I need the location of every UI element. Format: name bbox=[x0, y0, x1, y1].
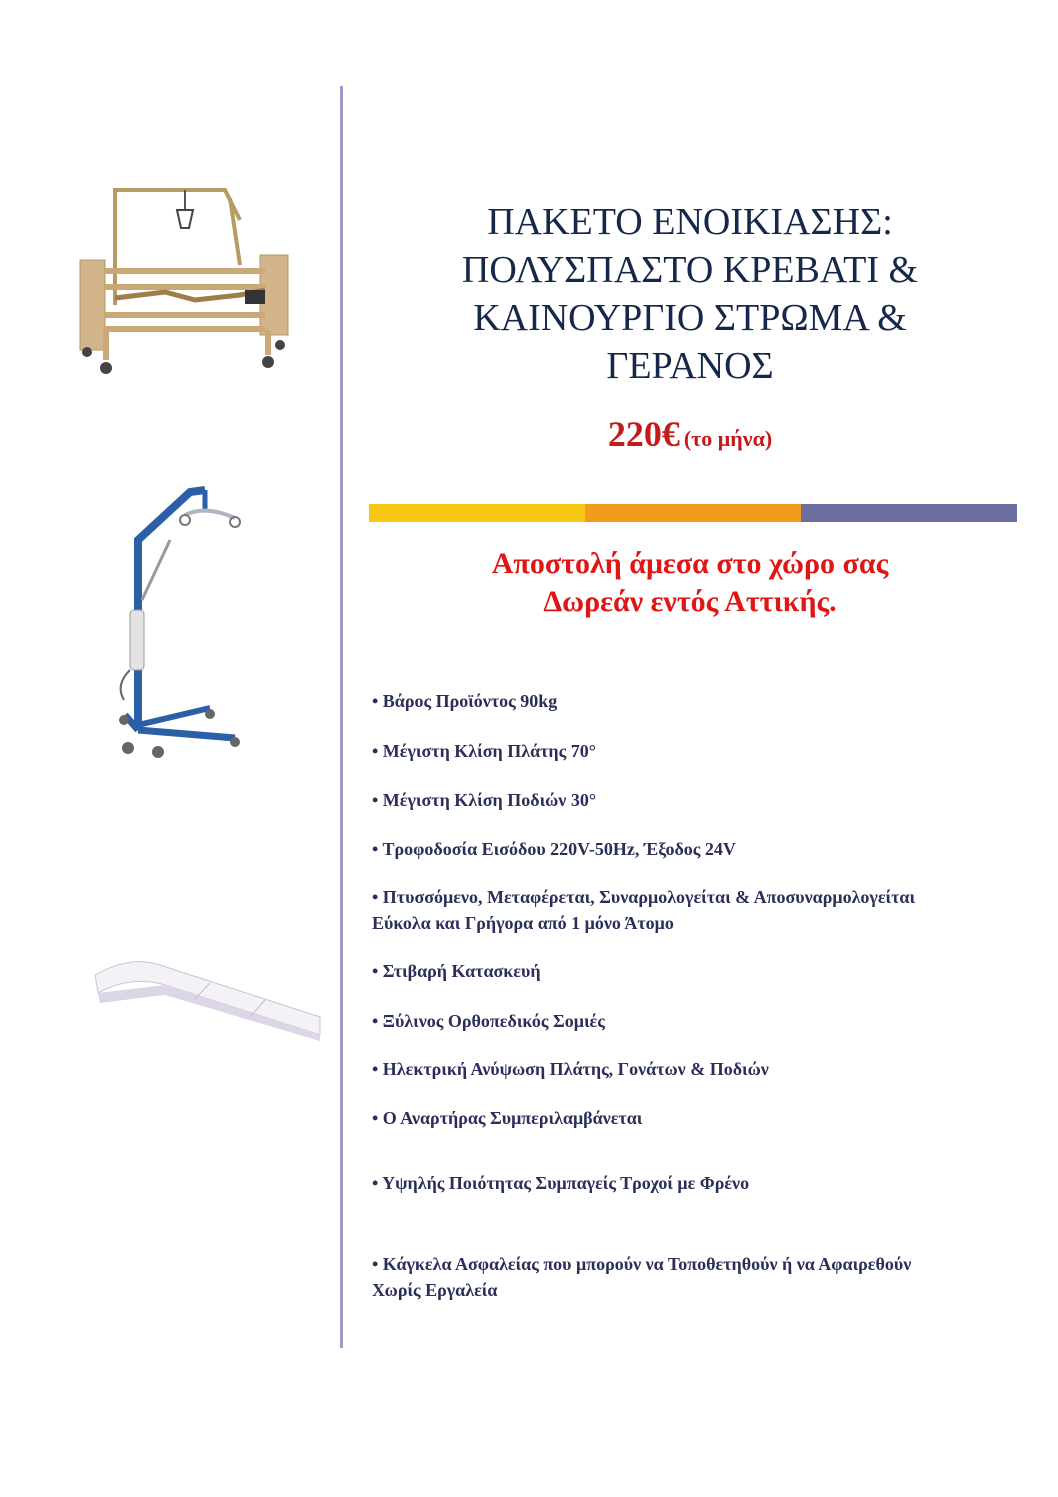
feature-item: • Κάγκελα Ασφαλείας που μπορούν να Τοποθετηθούν ή να Αφαιρεθούν Χωρίς Εργαλεία bbox=[372, 1254, 912, 1300]
feature-item: • Μέγιστη Κλίση Ποδιών 30° bbox=[372, 790, 597, 810]
vertical-divider bbox=[340, 86, 343, 1348]
color-stripe-yellow bbox=[369, 504, 585, 522]
feature-item: • Υψηλής Ποιότητας Συμπαγείς Τροχοί με Φρένο bbox=[372, 1173, 750, 1193]
feature-item: • Πτυσσόμενο, Μεταφέρεται, Συναρμολογείται & Αποσυναρμολογείται Εύκολα και Γρήγορα από 1 μόνο Άτομο bbox=[372, 887, 916, 933]
feature-item: • Ο Αναρτήρας Συμπεριλαμβάνεται bbox=[372, 1108, 643, 1128]
rental-price bbox=[385, 413, 995, 455]
feature-item: • Στιβαρή Κατασκευή bbox=[372, 961, 541, 981]
patient-lift-image bbox=[110, 480, 250, 770]
hospital-bed-image bbox=[75, 180, 305, 385]
feature-item: • Ηλεκτρική Ανύψωση Πλάτης, Γονάτων & Ποδιών bbox=[372, 1059, 769, 1079]
price-amount: 220€ bbox=[607, 414, 680, 454]
delivery-notice bbox=[385, 545, 995, 621]
feature-item: • Βάρος Προϊόντος 90kg bbox=[372, 691, 558, 711]
color-stripe bbox=[369, 504, 1017, 522]
color-stripe-purple bbox=[801, 504, 1017, 522]
delivery-line-2: Δωρεάν εντός Αττικής. bbox=[543, 585, 837, 618]
color-stripe-orange bbox=[585, 504, 801, 522]
mattress-image bbox=[90, 955, 325, 1045]
delivery-line-1: Αποστολή άμεσα στο χώρο σας bbox=[491, 547, 889, 580]
price-period: (το μήνα) bbox=[683, 426, 773, 451]
page-title: ΠΑΚΕΤΟ ΕΝΟΙΚΙΑΣΗΣ: ΠΟΛΥΣΠΑΣΤΟ ΚΡΕΒΑΤΙ & ΚΑΙΝΟΥΡΓΙΟ ΣΤΡΩΜΑ & ΓΕΡΑΝΟΣ bbox=[461, 201, 919, 387]
feature-item: • Μέγιστη Κλίση Πλάτης 70° bbox=[372, 741, 596, 761]
feature-item: • Ξύλινος Ορθοπεδικός Σομιές bbox=[372, 1011, 605, 1031]
feature-item: • Τροφοδοσία Εισόδου 220V-50Hz, Έξοδος 24V bbox=[372, 839, 736, 859]
